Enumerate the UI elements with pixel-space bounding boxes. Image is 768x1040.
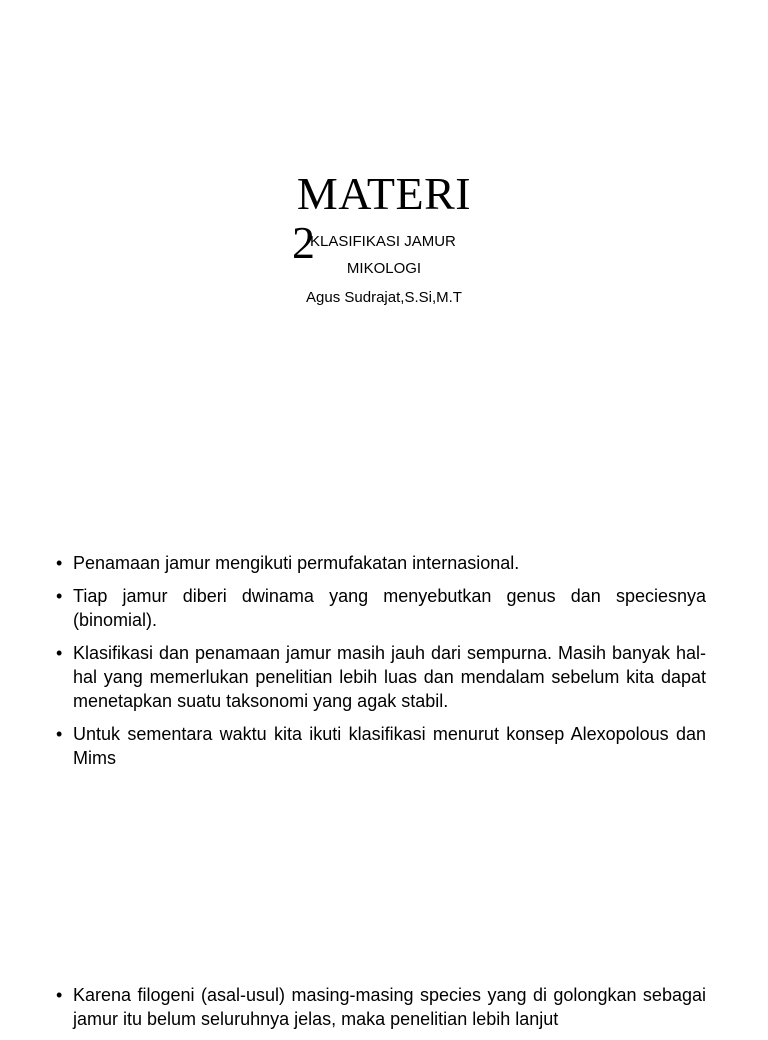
slide-2-bullet-list [56, 551, 706, 779]
bullet-item [56, 641, 706, 713]
bullet-text: Untuk sementara waktu kita ikuti klasifikasi menurut konsep Alexopolous dan Mims [73, 724, 706, 768]
slide-3-bullet-list [56, 983, 706, 1040]
bullet-text: Klasifikasi dan penamaan jamur masih jauh dari sempurna. Masih banyak hal-hal yang memerlukan penelitian lebih luas dan mendalam sebelum kita dapat menetapkan suatu taksonomi yang agak stabil. [73, 643, 706, 711]
bullet-item [56, 551, 706, 575]
slide-subject: MIKOLOGI [346, 260, 422, 277]
bullet-text: Tiap jamur diberi dwinama yang menyebutkan genus dan speciesnya (binomial). [73, 586, 706, 630]
slide-title-number: 2 [292, 217, 315, 268]
bullet-dot: • [56, 985, 63, 1005]
slide-title: MATERI [296, 168, 472, 219]
slide-author: Agus Sudrajat,S.Si,M.T [306, 289, 462, 306]
bullet-dot: • [56, 724, 63, 744]
slide-subtitle: KLASIFIKASI JAMUR [310, 233, 456, 250]
bullet-dot: • [56, 643, 63, 663]
bullet-dot: • [56, 586, 63, 606]
bullet-item [56, 584, 706, 632]
bullet-text: Karena filogeni (asal-usul) masing-masing species yang di golongkan sebagai jamur itu belum seluruhnya jelas, maka penelitian lebih lanjut [73, 985, 706, 1029]
bullet-text: Penamaan jamur mengikuti permufakatan internasional. [73, 553, 520, 573]
bullet-item [56, 722, 706, 770]
bullet-dot: • [56, 553, 63, 573]
